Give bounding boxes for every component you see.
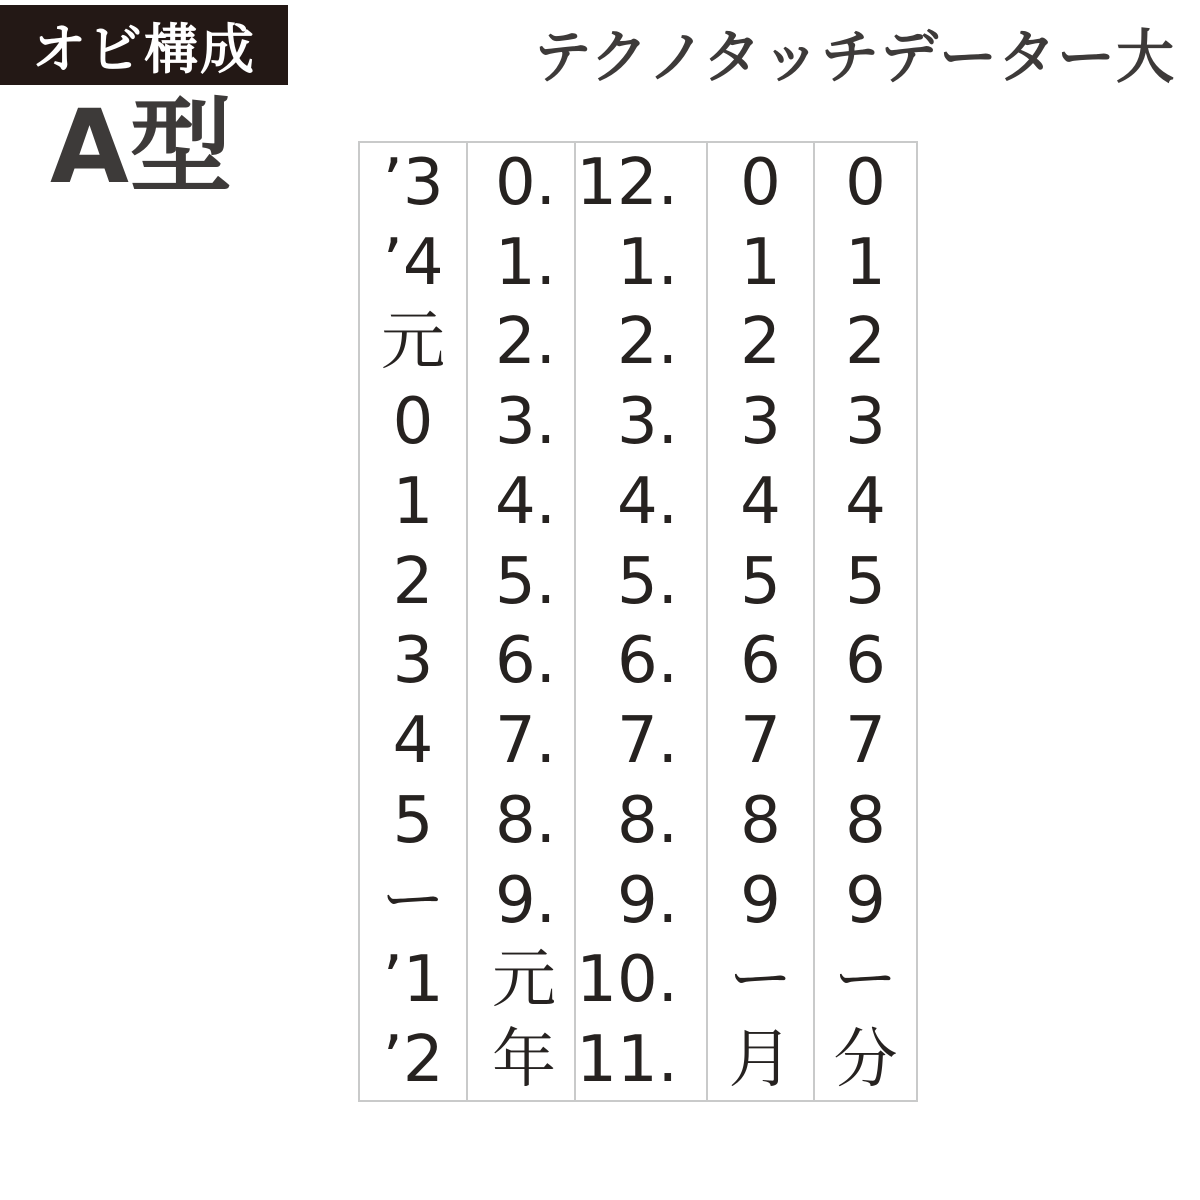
band-cell: 4. xyxy=(616,464,678,539)
band-cell: 3 xyxy=(845,385,886,460)
band-cell: ’3 xyxy=(382,145,444,220)
band-cell: 元 xyxy=(381,305,445,380)
band-cell: 1 xyxy=(392,464,434,539)
band-cell: 元 xyxy=(492,943,556,1018)
band-cell: 4 xyxy=(845,464,886,539)
band-cell: 1 xyxy=(845,225,886,300)
band-cell: 6. xyxy=(616,624,678,699)
band-cell: 6. xyxy=(494,624,556,699)
band-column-minute xyxy=(813,143,916,1100)
band-cell: 2. xyxy=(616,305,678,380)
band-cell: 7. xyxy=(494,704,556,779)
band-cell: 8. xyxy=(494,783,556,858)
band-cell: 3 xyxy=(392,624,434,699)
product-title: テクノタッチデーター大 xyxy=(533,23,1175,91)
obi-composition-badge-label: オビ構成 xyxy=(32,17,256,81)
band-cell: 年 xyxy=(492,1023,556,1098)
band-cell: 5 xyxy=(845,544,886,619)
band-cell: 4 xyxy=(740,464,781,539)
band-cell: 1 xyxy=(740,225,781,300)
band-cell: 6 xyxy=(740,624,781,699)
band-cell: 1. xyxy=(494,225,556,300)
band-cell: ー xyxy=(833,943,898,1018)
band-cell: 8 xyxy=(740,783,781,858)
band-cell: ’2 xyxy=(382,1023,444,1098)
band-cell: 0 xyxy=(740,145,781,220)
band-cell: 9 xyxy=(845,863,886,938)
band-cell: ー xyxy=(381,863,445,938)
band-cell: 7 xyxy=(740,704,781,779)
type-a-label: A型 xyxy=(50,88,233,207)
band-cell: 9. xyxy=(494,863,556,938)
band-cell: 7. xyxy=(616,704,678,779)
stamp-band-table xyxy=(358,141,918,1102)
band-cell: 0 xyxy=(845,145,886,220)
band-cell: 4. xyxy=(494,464,556,539)
band-column-month xyxy=(574,143,706,1100)
band-cell: 10. xyxy=(576,943,678,1018)
band-cell: 0 xyxy=(392,385,434,460)
band-cell: 4 xyxy=(392,704,434,779)
band-cell: 11. xyxy=(576,1023,678,1098)
band-cell: 0. xyxy=(494,145,556,220)
band-column-year xyxy=(466,143,574,1100)
band-cell: ー xyxy=(728,943,793,1018)
band-cell: 5. xyxy=(494,544,556,619)
obi-composition-badge xyxy=(0,5,288,85)
band-cell: 2 xyxy=(392,544,434,619)
band-cell: 9. xyxy=(616,863,678,938)
band-cell: 分 xyxy=(833,1023,898,1098)
band-cell: 6 xyxy=(845,624,886,699)
band-cell: 8 xyxy=(845,783,886,858)
band-cell: 12. xyxy=(576,145,678,220)
band-cell: ’1 xyxy=(382,943,444,1018)
band-cell: ’4 xyxy=(382,225,444,300)
band-cell: 3 xyxy=(740,385,781,460)
band-cell: 7 xyxy=(845,704,886,779)
band-cell: 3. xyxy=(494,385,556,460)
band-cell: 8. xyxy=(616,783,678,858)
band-cell: 月 xyxy=(728,1023,793,1098)
band-cell: 2 xyxy=(740,305,781,380)
band-cell: 3. xyxy=(616,385,678,460)
band-cell: 9 xyxy=(740,863,781,938)
band-cell: 5. xyxy=(616,544,678,619)
band-column-year-prefix xyxy=(360,143,466,1100)
band-cell: 5 xyxy=(392,783,434,858)
band-cell: 5 xyxy=(740,544,781,619)
band-column-day-tens xyxy=(706,143,813,1100)
band-cell: 2 xyxy=(845,305,886,380)
band-cell: 2. xyxy=(494,305,556,380)
band-cell: 1. xyxy=(616,225,678,300)
